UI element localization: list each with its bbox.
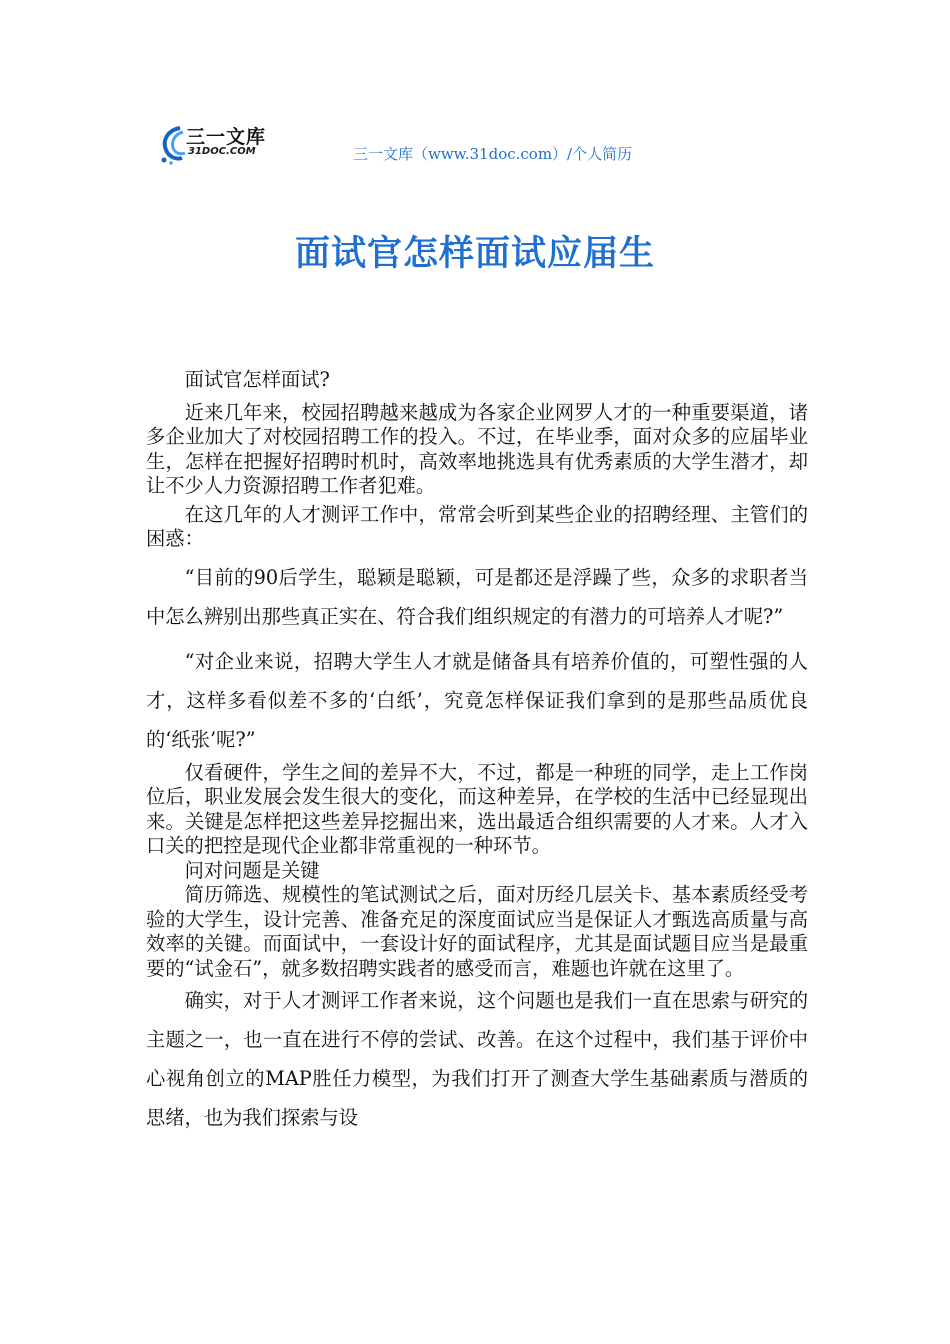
logo-text: 三一文库 — [186, 126, 267, 148]
paragraph-1: 面试官怎样面试? — [184, 368, 330, 391]
paragraph-5-quote: “对企业来说，招聘大学生人才就是储备具有培养价值的，可塑性强的人才，这样多看似差不多的‘白纸’，究竟怎样保证我们拿到的是那些品质优良的‘纸张’呢?” — [146, 649, 808, 751]
section-heading: 问对问题是关键 — [184, 858, 320, 882]
paragraph-8: 确实，对于人才测评工作者来说，这个问题也是我们一直在思索与研究的主题之一，也一直在进行不停的尝试、改善。在这个过程中，我们基于评价中心视角创立的MAP胜任力模型，为我们打开了测查大学生基础素质与潜质的思绪，也为我们探索与设 — [146, 989, 808, 1129]
paragraph-7: 简历筛选、规模性的笔试测试之后，面对历经几层关卡、基本素质经受考验的大学生，设计完善、准备充足的深度面试应当是保证人才甄选高质量与高效率的关键。而面试中，一套设计好的面试程序，尤其是面试题目应当是最重要的“试金石”，就多数招聘实践者的感受而言，难题也许就在这里了。 — [146, 883, 808, 980]
paragraph-4-quote: “目前的90后学生，聪颖是聪颖，可是都还是浮躁了些，众多的求职者当中怎么辨别出那些真正实在、符合我们组织规定的有潜力的可培养人才呢?” — [146, 565, 808, 628]
paragraph-2: 近来几年来，校园招聘越来越成为各家企业网罗人才的一种重要渠道，诸多企业加大了对校园招聘工作的投入。不过，在毕业季，面对众多的应届毕业生，怎样在把握好招聘时机时，高效率地挑选具有优秀素质的大学生潜才，却让不少人力资源招聘工作者犯难。 — [146, 400, 808, 497]
site-logo[interactable] — [158, 122, 283, 170]
header-breadcrumb-link[interactable]: 三一文库（www.31doc.com）/个人简历 — [353, 145, 633, 163]
paragraph-6: 仅看硬件，学生之间的差异不大，不过，都是一种班的同学，走上工作岗位后，职业发展会发生很大的变化，而这种差异，在学校的生活中已经显现出来。关键是怎样把这些差异挖掘出来，选出最适合组织需要的人才来。人才入口关的把控是现代企业都非常重视的一种环节。 — [146, 760, 808, 857]
paragraph-3: 在这几年的人才测评工作中，常常会听到某些企业的招聘经理、主管们的困惑： — [146, 502, 808, 550]
page-title: 面试官怎样面试应届生 — [294, 234, 655, 274]
logo-subtext: 31DOC.COM — [188, 146, 256, 157]
document-body — [146, 368, 808, 1137]
